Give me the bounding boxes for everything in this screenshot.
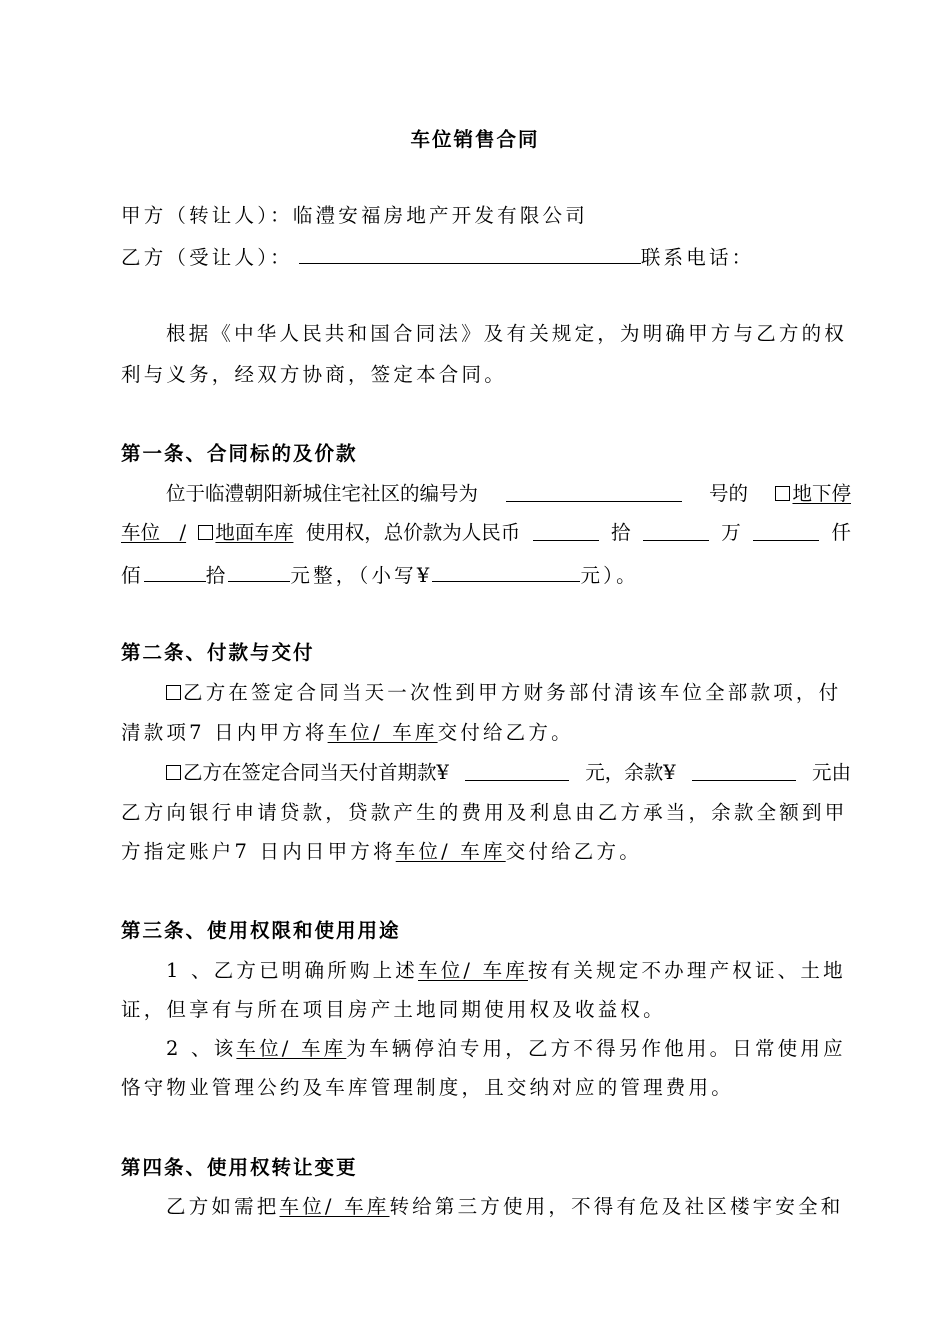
price-shi-field[interactable] — [228, 561, 290, 582]
underground-option — [775, 481, 851, 507]
article-2-option-2-line-2: 乙方向银行申请贷款，贷款产生的费用及利息由乙方承当，余款全额到甲 — [121, 801, 848, 824]
article-2-heading: 第二条、付款与交付 — [121, 641, 315, 664]
unit-wan: 万 — [721, 521, 741, 544]
article-1-line-2 — [121, 520, 851, 546]
party-a-name: 临澧安福房地产开发有限公司 — [292, 204, 588, 227]
full-payment-checkbox[interactable] — [166, 685, 181, 700]
article-3-text: 为车辆停泊专用，乙方不得另作他用。日常使用应 — [346, 1037, 846, 1060]
unit-qian: 仟 — [831, 521, 851, 544]
preamble-line-2: 利与义务，经双方协商，签定本合同。 — [121, 363, 507, 386]
down-payment-field[interactable] — [465, 760, 569, 781]
article-1-heading: 第一条、合同标的及价款 — [121, 442, 358, 465]
garage-checkbox[interactable] — [198, 525, 213, 540]
unit-shi: 拾 — [205, 564, 229, 587]
article-3-item-1-line-1 — [166, 958, 851, 984]
parking-garage-label: 车位/ 车库 — [418, 959, 528, 982]
article-4-text: 转给第三方使用，不得有危及社区楼宇安全和 — [389, 1195, 844, 1218]
article-3-text: 2 、该 — [166, 1037, 237, 1060]
article-3-item-1-line-2: 证，但享有与所在项目房产土地同期使用权及收益权。 — [121, 998, 666, 1021]
price-bai-field[interactable] — [144, 561, 206, 582]
parking-number-field[interactable] — [506, 481, 682, 502]
article-2-text: 交付给乙方。 — [437, 721, 574, 744]
phone-label: 联系电话： — [640, 246, 755, 269]
article-1-line-3 — [121, 561, 851, 589]
article-1-text: 号的 — [708, 482, 748, 505]
unit-bai: 佰 — [121, 564, 144, 587]
garage-option — [198, 520, 293, 546]
garage-label: 地面车库 — [215, 521, 294, 544]
article-1-line-1 — [166, 481, 851, 507]
parking-space-label: 车位 / — [121, 521, 187, 544]
preamble-line-1: 根据《中华人民共和国合同法》及有关规定，为明确甲方与乙方的权 — [166, 322, 848, 345]
article-1-text: 元）。 — [580, 564, 639, 587]
underground-label: 地下停 — [792, 482, 851, 505]
article-2-text: 乙方在签定合同当天一次性到甲方财务部付清该车位全部款项，付 — [183, 681, 842, 704]
article-2-text: 交付给乙方。 — [505, 840, 642, 863]
party-a-line — [121, 203, 851, 229]
article-2-option-1-line-2 — [121, 720, 851, 746]
article-3-item-2-line-1 — [166, 1036, 851, 1062]
price-shi-wan-field[interactable] — [533, 520, 599, 541]
parking-garage-label: 车位/ 车库 — [279, 1195, 390, 1218]
parking-garage-label: 车位/ 车库 — [395, 840, 506, 863]
price-numeric-field[interactable] — [432, 561, 580, 582]
balance-field[interactable] — [692, 760, 796, 781]
underground-checkbox[interactable] — [775, 486, 790, 501]
document-title: 车位销售合同 — [410, 128, 540, 151]
party-b-line — [121, 243, 851, 271]
article-4-text: 乙方如需把 — [166, 1195, 280, 1218]
article-4-heading: 第四条、使用权转让变更 — [121, 1156, 358, 1179]
article-1-text: 位于临澧朝阳新城住宅社区的编号为 — [166, 482, 479, 505]
article-3-text: 按有关规定不办理产权证、土地 — [527, 959, 846, 982]
party-b-name-field[interactable] — [299, 243, 641, 264]
article-1-text: 使用权，总价款为人民币 — [305, 521, 521, 544]
article-2-text: 乙方在签定合同当天付首期款¥ — [183, 761, 449, 784]
article-4-line-1 — [166, 1194, 851, 1220]
article-1-text: 元整，（小写¥ — [290, 564, 433, 587]
price-qian-field[interactable] — [753, 520, 819, 541]
article-2-option-1-line-1 — [166, 680, 851, 706]
article-3-heading: 第三条、使用权限和使用用途 — [121, 919, 401, 942]
article-2-text: 清款项7 日内甲方将 — [121, 721, 328, 744]
article-2-option-2-line-1 — [166, 760, 851, 786]
party-b-label: 乙方（受让人）： — [121, 246, 293, 269]
article-2-text: 元由 — [811, 761, 851, 784]
loan-payment-checkbox[interactable] — [166, 765, 181, 780]
article-2-text: 元，余款¥ — [585, 761, 676, 784]
parking-garage-label: 车位/ 车库 — [236, 1037, 347, 1060]
article-3-item-2-line-2: 恪守物业管理公约及车库管理制度，且交纳对应的管理费用。 — [121, 1076, 734, 1099]
article-2-option-2-line-3 — [121, 839, 851, 865]
price-wan-field[interactable] — [643, 520, 709, 541]
article-3-text: 1 、乙方已明确所购上述 — [166, 959, 419, 982]
article-2-text: 方指定账户7 日内日甲方将 — [121, 840, 396, 863]
parking-garage-label: 车位/ 车库 — [327, 721, 438, 744]
unit-shi: 拾 — [610, 521, 631, 544]
party-a-label: 甲方（转让人）： — [121, 204, 293, 227]
